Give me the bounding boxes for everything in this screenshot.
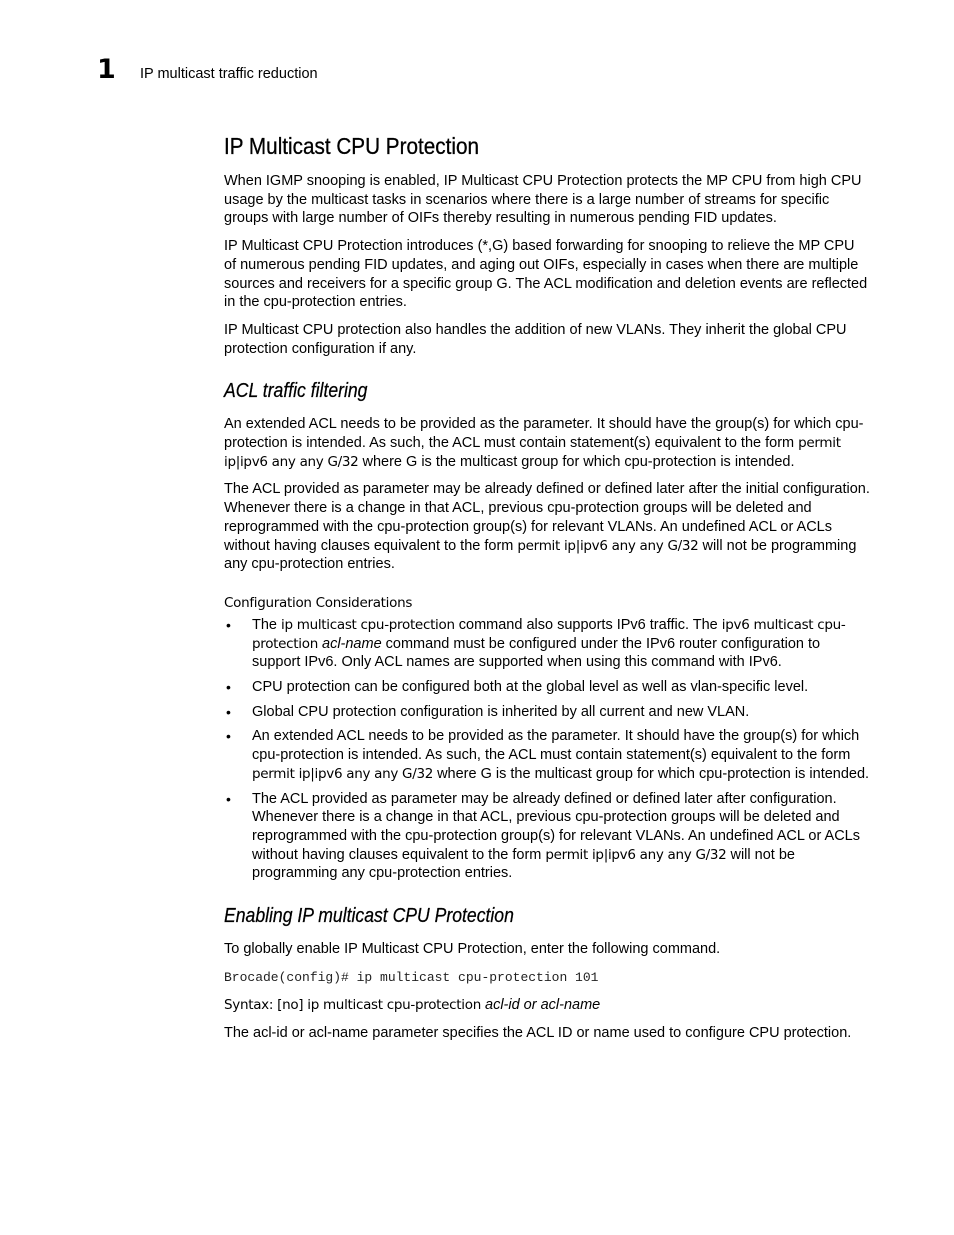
syntax-arguments: acl-id or acl-name	[485, 996, 601, 1013]
considerations-list	[224, 616, 870, 883]
bullet-icon: •	[226, 728, 231, 745]
parameter-description: The acl-id or acl-name parameter specifies the ACL ID or name used to configure CPU protection.	[224, 1024, 852, 1041]
text: The	[252, 616, 282, 633]
list-item	[224, 616, 870, 672]
running-header: IP multicast traffic reduction	[140, 66, 318, 82]
section-paragraph-1: When IGMP snooping is enabled, IP Multicast CPU Protection protects the MP CPU from high CPU usage by the multicast tasks in scenarios where there is a large number of streams for specific groups with large number of OIFs thereby resulting in numerous pending FID updates.	[224, 173, 862, 227]
text: Global CPU protection configuration is inherited by all current and new VLAN.	[252, 703, 750, 720]
bullet-icon: •	[226, 703, 231, 720]
page-content	[224, 133, 870, 1051]
text: command also supports IPv6 traffic. The	[454, 616, 722, 633]
text: An extended ACL needs to be provided as the parameter. It should have the group(s) for which cpu-protection is intended. As such, the ACL must contain statement(s) equivalent to the form	[252, 728, 860, 764]
section-paragraph-2: IP Multicast CPU Protection introduces (*,G) based forwarding for snooping to relieve the MP CPU of numerous pending FID updates, and aging out OIFs, especially in cases when there are multiple sources and receivers for a specific group G. The ACL modification and deletion events are reflected in the cpu-protection entries.	[224, 238, 868, 311]
command-text: permit ip|ipv6 any any G/32	[252, 765, 434, 782]
text: An extended ACL needs to be provided as the parameter. It should have the group(s) for which cpu-protection is intended. As such, the ACL must contain statement(s) equivalent to the form	[224, 416, 864, 452]
acl-paragraph-2	[224, 480, 870, 574]
acl-section-title: ACL traffic filtering	[224, 380, 368, 403]
text: CPU protection can be configured both at the global level as well as vlan-specific level.	[252, 679, 809, 696]
bullet-icon: •	[226, 616, 231, 633]
list-item	[224, 727, 870, 783]
text: where G is the multicast group for which cpu-protection is intended.	[433, 765, 870, 782]
syntax-command: Syntax: [no] ip multicast cpu-protection	[224, 996, 481, 1013]
text: will not be programming any cpu-protection entries.	[252, 846, 795, 882]
enable-section-title: Enabling IP multicast CPU Protection	[224, 905, 514, 928]
section-title: IP Multicast CPU Protection	[224, 133, 480, 159]
bullet-icon: •	[226, 679, 231, 696]
text: The ACL provided as parameter may be already defined or defined later after configuration. Whenever there is a change in that ACL, previous cpu-protection groups will be deleted and reprogrammed with the cpu-protection group(s) for relevant VLANs. An undefined ACL or ACLs without having clauses equivalent to the form	[252, 790, 860, 863]
considerations-heading: Configuration Considerations	[224, 594, 413, 611]
list-item	[224, 790, 870, 884]
chapter-number: 1	[97, 54, 116, 85]
list-item	[224, 703, 870, 722]
list-item	[224, 678, 870, 697]
command-text: permit ip|ipv6 any any G/32	[517, 537, 699, 554]
enable-intro: To globally enable IP Multicast CPU Protection, enter the following command.	[224, 941, 721, 958]
command-text: ipv6 multicast cpu-protection	[252, 616, 846, 652]
text: command must be configured under the IPv6 router configuration to support IPv6. Only ACL names are supported when using this command with IPv6.	[252, 635, 821, 671]
text: will not be programming any cpu-protection entries.	[224, 537, 857, 573]
command-text: ip multicast cpu-protection	[281, 616, 455, 633]
bullet-icon: •	[226, 790, 231, 807]
command-text: permit ip|ipv6 any any G/32	[224, 435, 841, 470]
section-paragraph-3: IP Multicast CPU protection also handles the addition of new VLANs. They inherit the global CPU protection configuration if any.	[224, 321, 847, 357]
code-example: Brocade(config)# ip multicast cpu-protection 101	[224, 969, 599, 985]
text: The ACL provided as parameter may be already defined or defined later after the initial configuration. Whenever there is a change in that ACL, previous cpu-protection groups will be deleted and reprogrammed with the cpu-protection group(s) for relevant VLANs. An undefined ACL or ACLs without having clauses equivalent to the form	[224, 481, 870, 554]
text: where G is the multicast group for which cpu-protection is intended.	[358, 453, 795, 470]
syntax-line	[224, 996, 870, 1015]
command-text: permit ip|ipv6 any any G/32	[545, 846, 727, 863]
variable-text: acl-name	[322, 635, 382, 652]
acl-paragraph-1	[224, 415, 870, 471]
